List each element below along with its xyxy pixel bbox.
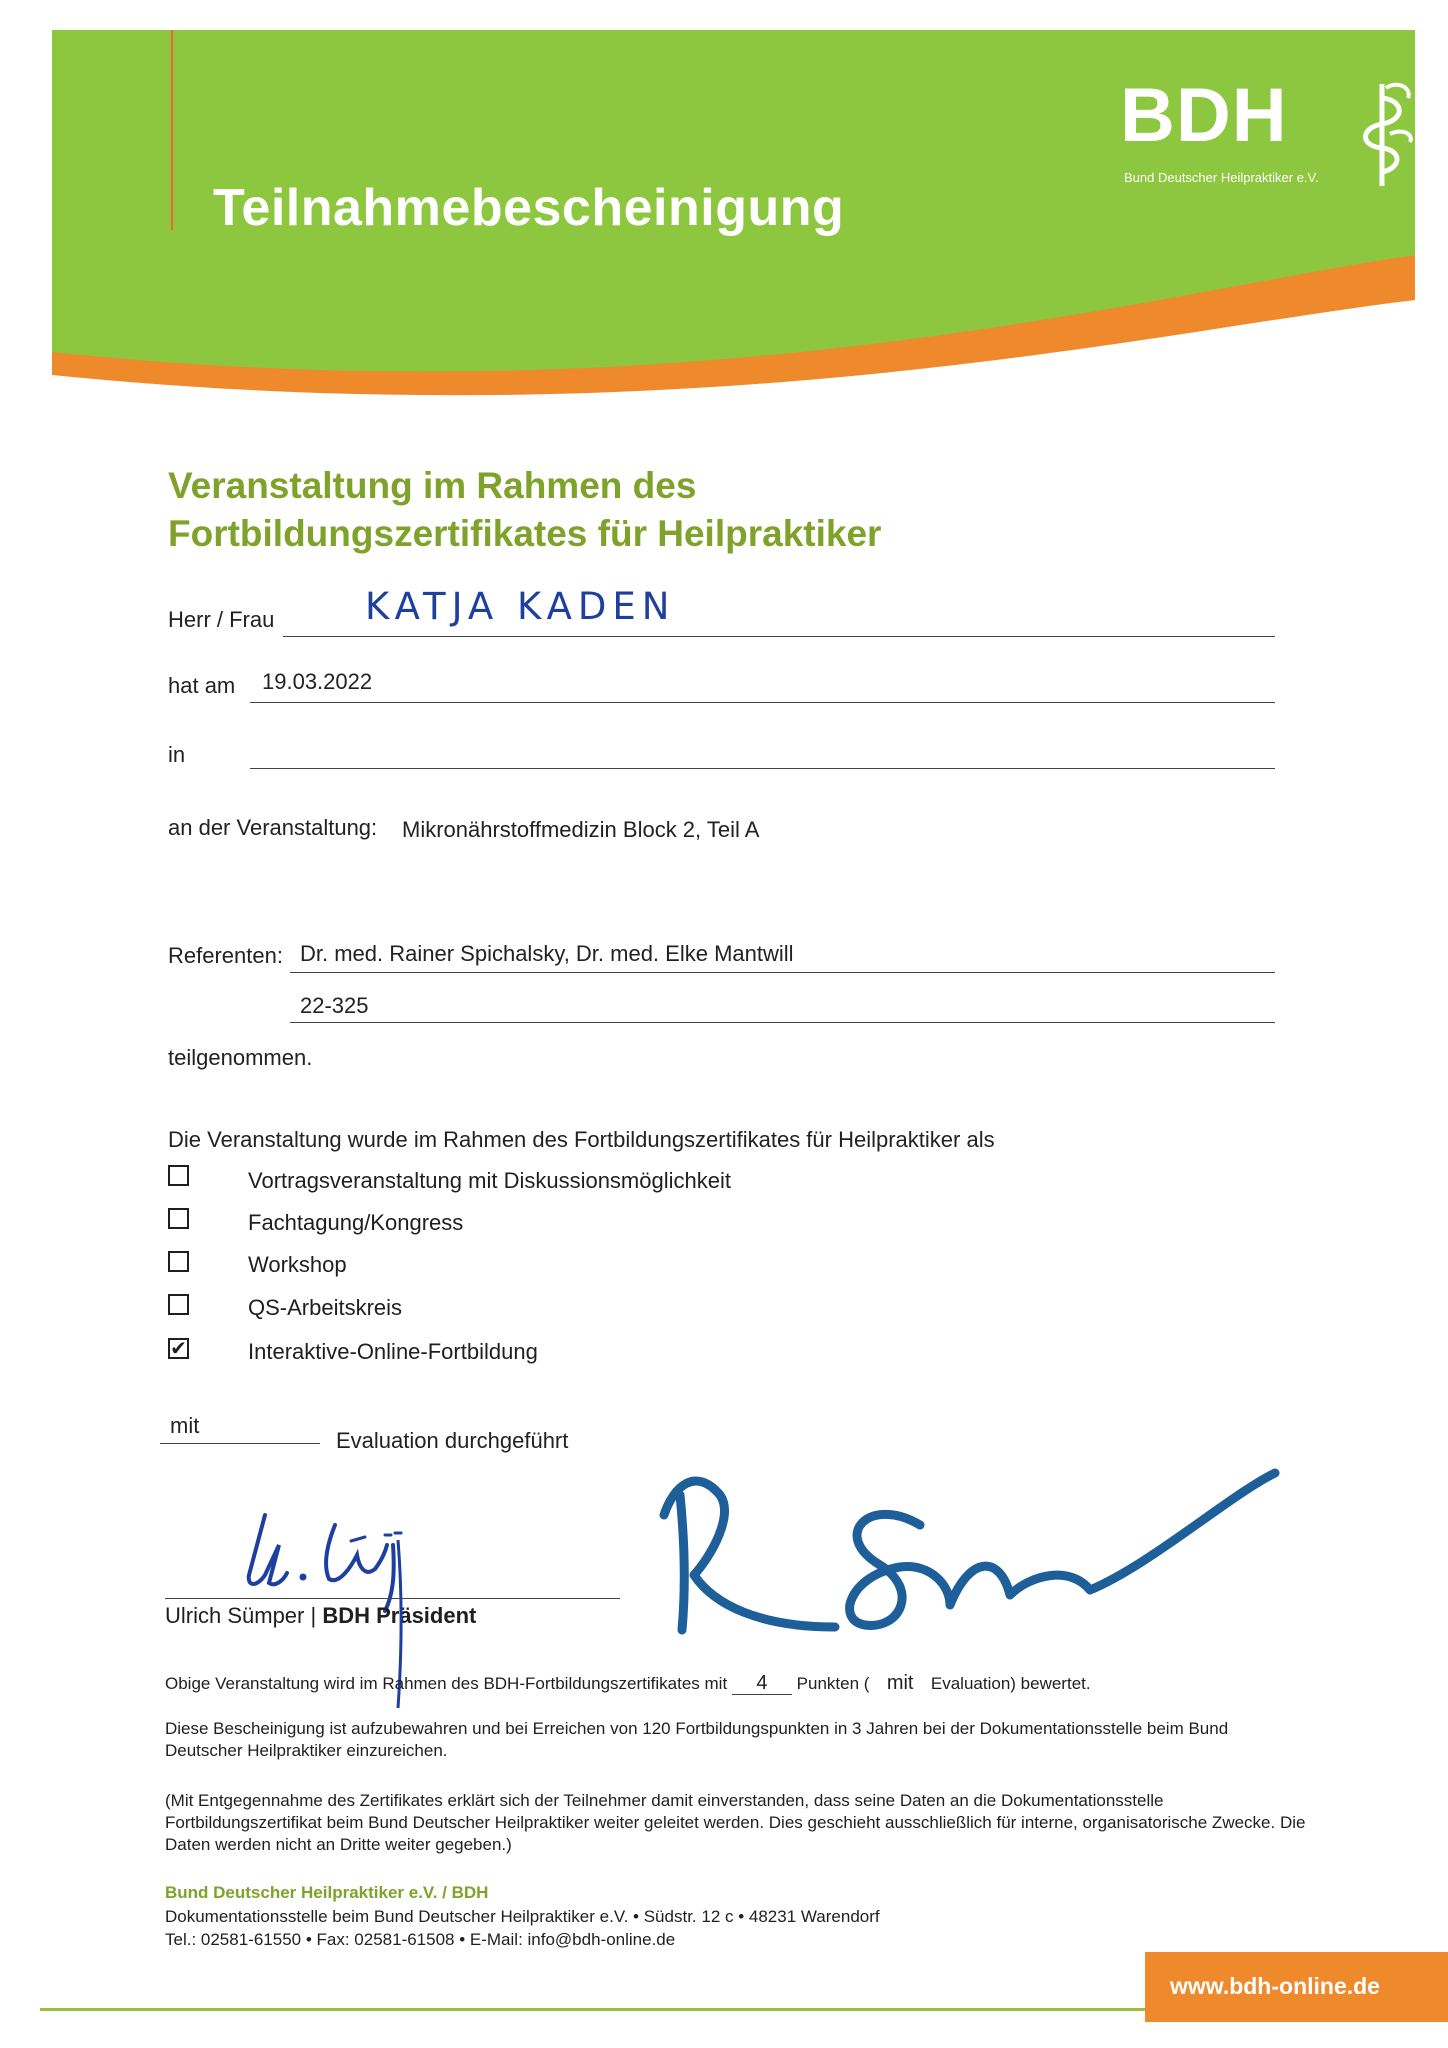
signatory-role: BDH Präsident — [322, 1603, 477, 1628]
name-line — [283, 636, 1275, 637]
option-label-qs-arbeitskreis: QS-Arbeitskreis — [248, 1295, 403, 1320]
signatory-separator: | — [310, 1603, 323, 1628]
option-label-vortrag: Vortragsveranstaltung mit Diskussionsmöglichkeit — [248, 1168, 731, 1193]
checkbox-qs-arbeitskreis[interactable] — [168, 1294, 189, 1315]
evaluation-label: Evaluation durchgeführt — [336, 1428, 569, 1453]
consent-notice: (Mit Entgegennahme des Zertifikates erklärt sich der Teilnehmer damit einverstanden, dass seine Daten an die Dokumentationsstelle Fortbildungszertifikat beim Bund Deutscher Heilpraktiker weiter geleitet werden. Dies geschieht ausschließlich für interne, organisatorische Zwecke. Die Daten werden nicht an Dritte weiter gegeben.) — [165, 1791, 1306, 1854]
event-label: an der Veranstaltung: — [168, 815, 378, 840]
bdh-logo: BDH — [1120, 73, 1288, 158]
option-label-online-fortbildung: Interaktive-Online-Fortbildung — [248, 1339, 538, 1364]
option-label-fachtagung: Fachtagung/Kongress — [248, 1210, 464, 1235]
checkbox-vortrag[interactable] — [168, 1165, 189, 1186]
headline-line-2: Fortbildungszertifikates für Heilpraktiker — [168, 513, 882, 554]
checkbox-fachtagung[interactable] — [168, 1208, 189, 1229]
second-signature — [650, 1455, 1290, 1650]
name-label: Herr / Frau — [168, 607, 275, 632]
date-label: hat am — [168, 673, 236, 698]
footer-rule — [40, 2008, 1145, 2011]
signatory — [165, 1603, 476, 1629]
logo-subtitle: Bund Deutscher Heilpraktiker e.V. — [1124, 170, 1319, 185]
points-suffix: Evaluation) bewertet. — [930, 1674, 1091, 1693]
contact-phone: Tel.: 02581-61550 • Fax: 02581-61508 • E-Mail: info@bdh-online.de — [165, 1930, 676, 1949]
option-label-workshop: Workshop — [248, 1252, 347, 1277]
date-line — [250, 702, 1275, 703]
speakers-value: Dr. med. Rainer Spichalsky, Dr. med. Elke Mantwill — [300, 941, 794, 966]
name-handwritten: KATJA KADEN — [365, 585, 676, 628]
code-line — [290, 1022, 1275, 1023]
evaluation-value: mit — [170, 1413, 200, 1438]
checkbox-workshop[interactable] — [168, 1251, 189, 1272]
classification-intro: Die Veranstaltung wurde im Rahmen des Fortbildungszertifikates für Heilpraktiker als — [168, 1127, 995, 1152]
event-value: Mikronährstoffmedizin Block 2, Teil A — [402, 817, 760, 842]
place-label: in — [168, 742, 186, 767]
signatory-name: Ulrich Sümper — [165, 1603, 305, 1628]
keep-notice: Diese Bescheinigung ist aufzubewahren und bei Erreichen von 120 Fortbildungspunkten in 3 Jahren bei der Dokumentationsstelle beim Bund Deutscher Heilpraktiker einzureichen. — [165, 1719, 1229, 1760]
evaluation-line — [160, 1443, 320, 1444]
place-line — [250, 768, 1275, 769]
checkmark-icon: ✔ — [170, 1338, 187, 1360]
points-statement — [165, 1672, 1091, 1695]
speakers-line — [290, 972, 1275, 973]
headline — [168, 462, 881, 558]
contact-address: Dokumentationsstelle beim Bund Deutscher Heilpraktiker e.V. • Südstr. 12 c • 48231 Warendorf — [165, 1907, 880, 1926]
points-eval: mit — [886, 1672, 914, 1694]
points-value: 4 — [732, 1672, 792, 1695]
points-mid: Punkten ( — [796, 1674, 870, 1693]
checkbox-online-fortbildung[interactable] — [168, 1338, 189, 1359]
rod-of-asclepius-icon — [1346, 78, 1418, 190]
points-prefix: Obige Veranstaltung wird im Rahmen des BDH-Fortbildungszertifikates mit — [165, 1674, 728, 1693]
footer-website-link[interactable]: www.bdh-online.de — [1170, 1973, 1380, 1999]
headline-line-1: Veranstaltung im Rahmen des — [168, 465, 697, 506]
contact-org: Bund Deutscher Heilpraktiker e.V. / BDH — [165, 1883, 489, 1902]
page-title: Teilnahmebescheinigung — [213, 179, 845, 237]
date-value: 19.03.2022 — [262, 669, 373, 694]
event-code: 22-325 — [300, 993, 369, 1018]
speakers-label: Referenten: — [168, 943, 283, 968]
participated-text: teilgenommen. — [168, 1045, 313, 1070]
